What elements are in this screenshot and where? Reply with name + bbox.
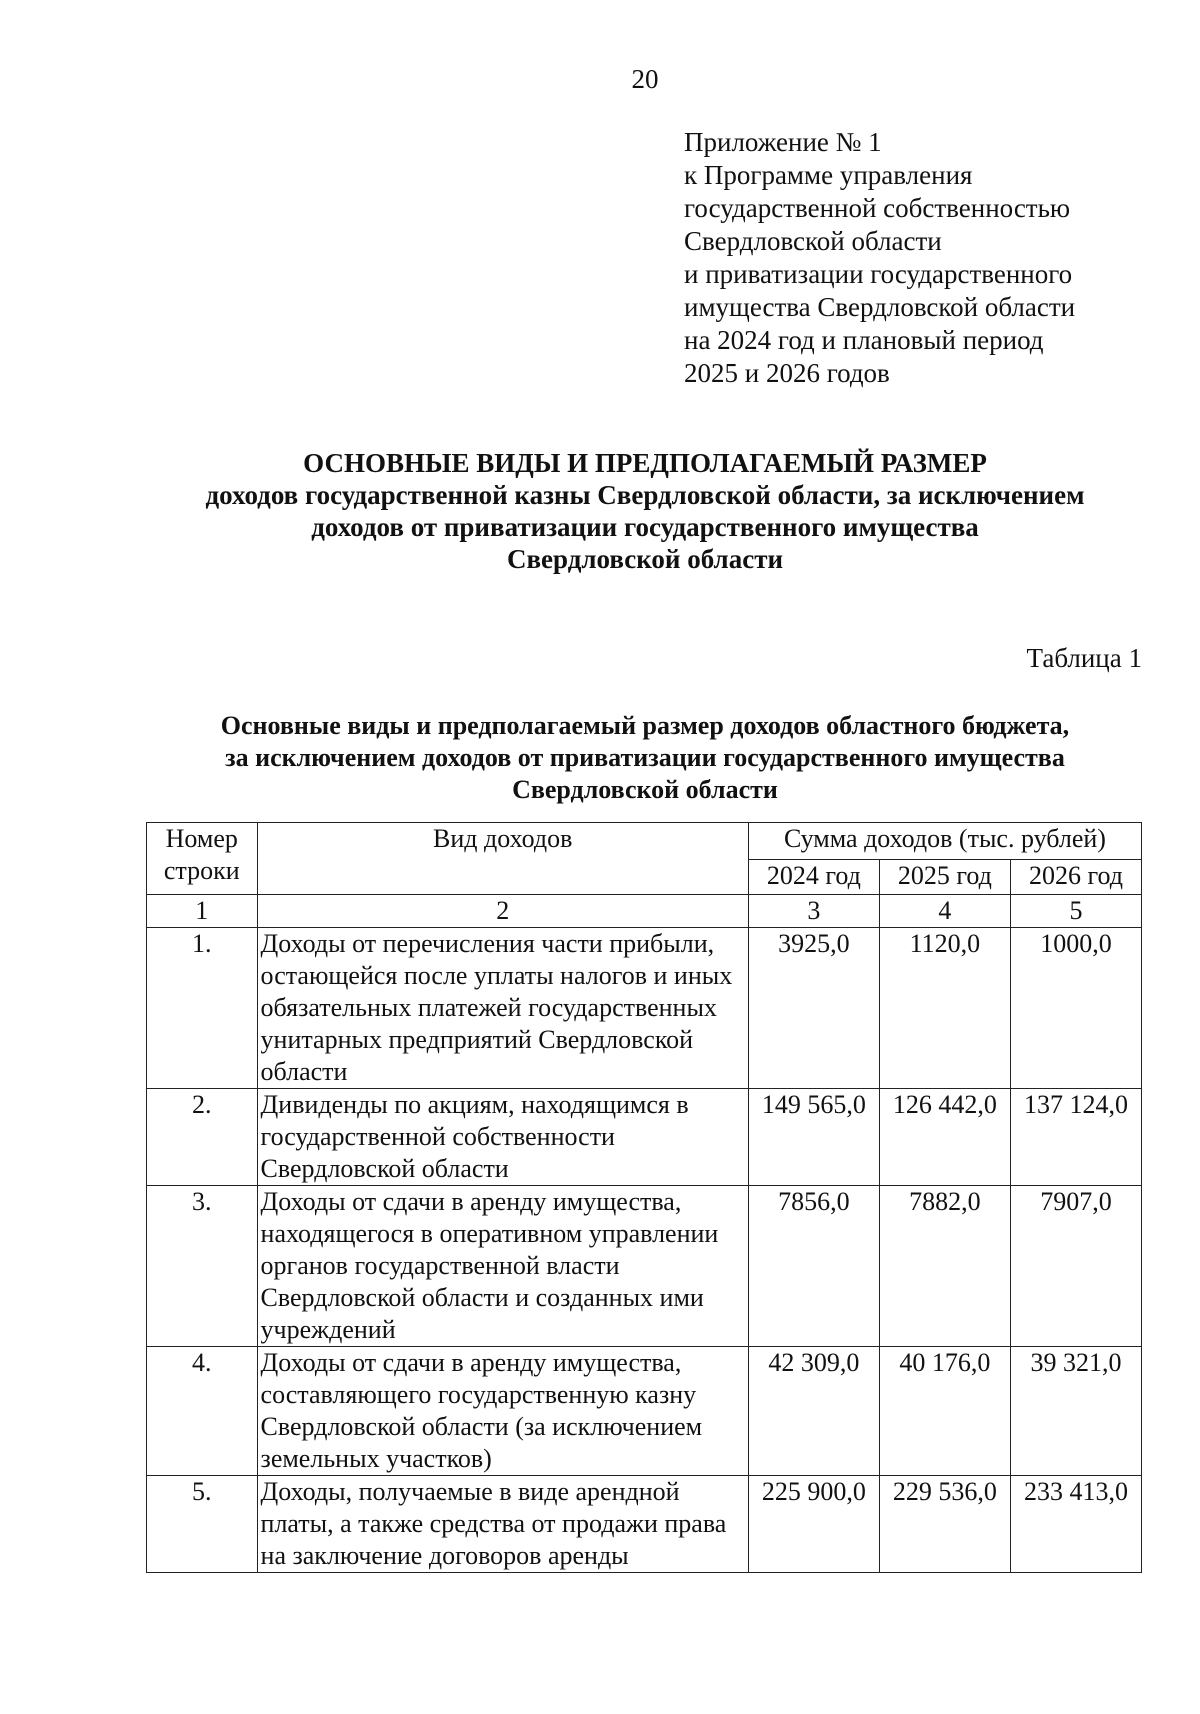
row-value-2025: 126 442,0 [879, 1089, 1010, 1186]
row-description: Доходы, получаемые в виде арендной платы, а также средства от продажи права на заключение договоров аренды [257, 1476, 748, 1573]
row-value-2026: 233 413,0 [1010, 1476, 1141, 1573]
row-number: 5. [147, 1476, 258, 1573]
appendix-line: и приватизации государственного [684, 259, 1073, 289]
row-value-2026: 1000,0 [1010, 928, 1141, 1089]
appendix-note [684, 126, 1164, 390]
table-row [147, 928, 1142, 1089]
row-description: Доходы от сдачи в аренду имущества, находящегося в оперативном управлении органов государственной власти Свердловской области и созданных ими учреждений [257, 1186, 748, 1347]
row-value-2025: 40 176,0 [879, 1347, 1010, 1476]
appendix-line: 2025 и 2026 годов [684, 358, 890, 388]
header-year-2024: 2024 год [748, 860, 879, 895]
row-value-2024: 42 309,0 [748, 1347, 879, 1476]
row-value-2026: 137 124,0 [1010, 1089, 1141, 1186]
column-number: 1 [147, 895, 258, 928]
row-value-2025: 229 536,0 [879, 1476, 1010, 1573]
row-number: 3. [147, 1186, 258, 1347]
header-row-number: Номер строки [147, 823, 258, 895]
column-number: 4 [879, 895, 1010, 928]
row-description: Доходы от перечисления части прибыли, остающейся после уплаты налогов и иных обязательных платежей государственных унитарных предприятий Свердловской области [257, 928, 748, 1089]
row-number: 1. [147, 928, 258, 1089]
row-value-2024: 149 565,0 [748, 1089, 879, 1186]
column-number: 3 [748, 895, 879, 928]
table-row [147, 1186, 1142, 1347]
column-number: 2 [257, 895, 748, 928]
table-row [147, 1347, 1142, 1476]
main-title-line: доходов государственной казны Свердловской области, за исключением [205, 480, 1085, 510]
appendix-line: Приложение № 1 [684, 127, 882, 157]
row-value-2026: 39 321,0 [1010, 1347, 1141, 1476]
table-title-line: за исключением доходов от приватизации государственного имущества [225, 743, 1065, 772]
table-title-line: Свердловской области [512, 775, 778, 804]
header-income-type: Вид доходов [257, 823, 748, 895]
column-number: 5 [1010, 895, 1141, 928]
table-row [147, 1476, 1142, 1573]
row-value-2024: 3925,0 [748, 928, 879, 1089]
appendix-line: имущества Свердловской области [684, 292, 1076, 322]
table-label: Таблица 1 [1026, 643, 1142, 673]
row-description: Дивиденды по акциям, находящимся в государственной собственности Свердловской области [257, 1089, 748, 1186]
row-value-2025: 1120,0 [879, 928, 1010, 1089]
main-title-line: доходов от приватизации государственного имущества [311, 512, 979, 542]
row-number: 2. [147, 1089, 258, 1186]
header-amount-group: Сумма доходов (тыс. рублей) [748, 823, 1141, 860]
main-title [0, 447, 1200, 575]
row-value-2026: 7907,0 [1010, 1186, 1141, 1347]
appendix-line: государственной собственностью [684, 193, 1071, 223]
table-title-line: Основные виды и предполагаемый размер доходов областного бюджета, [220, 711, 1070, 740]
appendix-line: Свердловской области [684, 226, 942, 256]
header-year-2026: 2026 год [1010, 860, 1141, 895]
row-number: 4. [147, 1347, 258, 1476]
row-value-2024: 225 900,0 [748, 1476, 879, 1573]
income-table [146, 822, 1142, 1573]
appendix-line: к Программе управления [684, 160, 973, 190]
row-description: Доходы от сдачи в аренду имущества, составляющего государственную казну Свердловской области (за исключением земельных участков) [257, 1347, 748, 1476]
table-title [0, 710, 1200, 806]
table-row [147, 1089, 1142, 1186]
appendix-line: на 2024 год и плановый период [684, 325, 1044, 355]
main-title-line: ОСНОВНЫЕ ВИДЫ И ПРЕДПОЛАГАЕМЫЙ РАЗМЕР [303, 448, 987, 478]
header-year-2025: 2025 год [879, 860, 1010, 895]
column-number-row [147, 895, 1142, 928]
row-value-2024: 7856,0 [748, 1186, 879, 1347]
main-title-line: Свердловской области [506, 544, 784, 574]
page-number: 20 [631, 64, 659, 94]
row-value-2025: 7882,0 [879, 1186, 1010, 1347]
